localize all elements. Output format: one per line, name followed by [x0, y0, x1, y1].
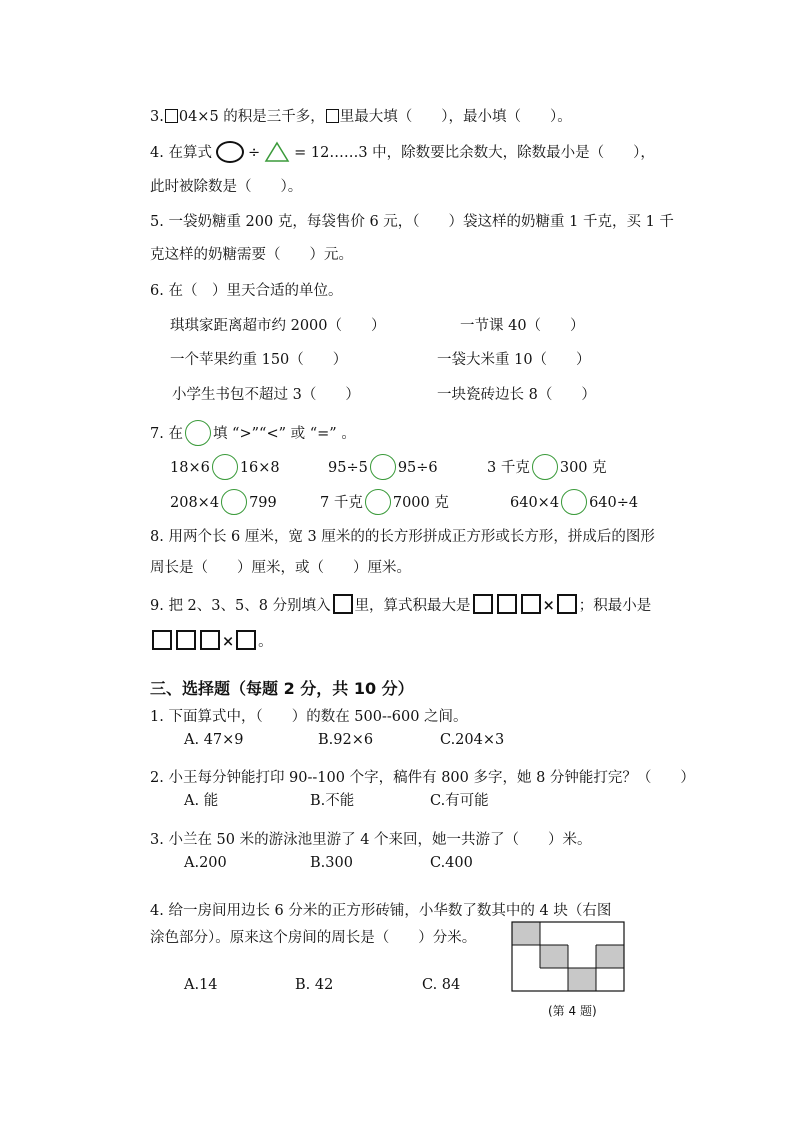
times-sign: × [542, 597, 555, 614]
mc-option [184, 853, 227, 873]
mc-option [295, 975, 333, 995]
mc-option-text: B.92×6 [318, 732, 374, 748]
mc-question-text: 1. 下面算式中，（ ）的数在 500--600 之间。 [150, 709, 468, 725]
blank-box [557, 594, 577, 614]
question-4-line-2 [150, 177, 302, 197]
q5-text-2: 克这样的奶糖需要（ ）元。 [150, 247, 353, 263]
question-8-line-2 [150, 558, 411, 578]
question-9 [150, 594, 651, 616]
mc-option [430, 853, 473, 873]
mc-option-text: A.14 [184, 977, 218, 993]
q6-item [437, 350, 591, 370]
question-8 [150, 527, 655, 547]
circle-icon [221, 489, 247, 515]
q7-item [328, 454, 438, 480]
mc-option-text: B.300 [310, 855, 353, 871]
q8-text-2: 周长是（ ）厘米，或（ ）厘米。 [150, 560, 411, 576]
q4-text-2: = 12……3 中，除数要比余数大，除数最小是（ ）， [294, 145, 655, 161]
q7-item [510, 489, 638, 515]
q7-text-2: 填 “>”“<” 或 “=” 。 [212, 426, 356, 442]
mc-option [318, 730, 373, 750]
question-3 [150, 107, 572, 127]
question-7 [150, 420, 356, 446]
q3-number: 3. [150, 109, 164, 125]
question-9-line-2 [150, 630, 273, 652]
blank-box [521, 594, 541, 614]
q6-item [170, 350, 347, 370]
ellipse-icon [216, 141, 244, 163]
mc-option [184, 975, 218, 995]
q6-item [460, 316, 585, 336]
q6-item-text: 小学生书包不超过 3（ ） [172, 387, 360, 403]
mc-option [310, 853, 353, 873]
question-5 [150, 212, 674, 232]
q7-right: 95÷6 [397, 460, 438, 476]
mc-option-text: C.有可能 [430, 793, 489, 809]
mc-option-text: C.204×3 [440, 732, 505, 748]
question-4 [150, 141, 655, 163]
q7-item [320, 489, 449, 515]
shaded-tile [512, 922, 540, 945]
q6-item-text: 一块瓷砖边长 8（ ） [437, 387, 596, 403]
shaded-tile [540, 945, 568, 968]
circle-icon [532, 454, 558, 480]
mc-question-text: 2. 小王每分钟能打印 90--100 个字，稿件有 800 多字，她 8 分钟能打完？（ ） [150, 770, 695, 786]
mc-question [150, 901, 611, 921]
mc-option-text: A.200 [184, 855, 227, 871]
mc-question-text: 3. 小兰在 50 米的游泳池里游了 4 个来回，她一共游了（ ）米。 [150, 832, 592, 848]
q3-text-1: 04×5 的积是三千多， [178, 109, 325, 125]
blank-box [176, 630, 196, 650]
q7-left: 3 千克 [487, 460, 530, 476]
q7-item [170, 454, 280, 480]
q6-item [170, 316, 386, 336]
q9-text-1: 9. 把 2、3、5、8 分别填入 [150, 598, 331, 614]
mc-question [150, 707, 468, 727]
q7-left: 208×4 [170, 495, 220, 511]
blank-box [236, 630, 256, 650]
q7-text-1: 7. 在 [150, 426, 183, 442]
q9-end: 。 [258, 634, 273, 650]
figure-caption: (第 4 题) [548, 1004, 597, 1018]
blank-box [333, 594, 353, 614]
mc-question [150, 768, 695, 788]
mc-option-text: B. 42 [295, 977, 334, 993]
mc-option [310, 791, 354, 811]
mc-question [150, 830, 592, 850]
blank-box [473, 594, 493, 614]
tile-figure [511, 921, 626, 993]
blank-box [200, 630, 220, 650]
circle-icon [561, 489, 587, 515]
mc-option [422, 975, 460, 995]
q9-text-3: ；积最小是 [578, 598, 652, 614]
circle-icon [185, 420, 211, 446]
q3-text-2: 里最大填（ ），最小填（ ）。 [339, 109, 572, 125]
mc-question-line-2 [150, 928, 476, 948]
q7-left: 640×4 [510, 495, 560, 511]
mc-option [430, 791, 489, 811]
mc-option-text: B.不能 [310, 793, 355, 809]
mc-option-text: C. 84 [422, 977, 461, 993]
question-5-line-2 [150, 245, 353, 265]
q7-right: 799 [249, 495, 277, 511]
q7-left: 18×6 [170, 460, 210, 476]
blank-box [165, 109, 178, 123]
times-sign: × [222, 633, 235, 650]
question-6 [150, 281, 342, 301]
q6-item-text: 琪琪家距离超市约 2000（ ） [170, 318, 386, 334]
q6-item-text: 一个苹果约重 150（ ） [170, 352, 348, 368]
mc-question-text: 涂色部分）。原来这个房间的周长是（ ）分米。 [150, 930, 477, 946]
q8-text-1: 8. 用两个长 6 厘米，宽 3 厘米的的长方形拼成正方形或长方形，拼成后的图形 [150, 529, 655, 545]
mc-option-text: C.400 [430, 855, 473, 871]
q7-right: 640÷4 [589, 495, 639, 511]
q7-left: 7 千克 [320, 495, 363, 511]
q5-text-1: 5. 一袋奶糖重 200 克，每袋售价 6 元，（ ）袋这样的奶糖重 1 千克，买 1 千 [150, 214, 674, 230]
q7-item [487, 454, 607, 480]
mc-option [184, 730, 244, 750]
q4-divide: ÷ [247, 145, 261, 161]
q6-item [172, 385, 360, 405]
q7-right: 7000 克 [392, 495, 449, 511]
q7-right: 16×8 [239, 460, 280, 476]
q6-item [437, 385, 596, 405]
circle-icon [212, 454, 238, 480]
q4-text-1: 4. 在算式 [150, 145, 212, 161]
mc-option-text: A. 47×9 [184, 732, 244, 748]
q4-text-3: 此时被除数是（ ）。 [150, 179, 303, 195]
section-heading: 三、选择题（每题 2 分，共 10 分） [150, 679, 414, 698]
circle-icon [365, 489, 391, 515]
shaded-tile [596, 945, 624, 968]
q7-left: 95÷5 [328, 460, 368, 476]
circle-icon [370, 454, 396, 480]
mc-option-text: A. 能 [184, 793, 219, 809]
q6-title: 6. 在（ ）里天合适的单位。 [150, 283, 343, 299]
mc-option [184, 791, 218, 811]
blank-box [152, 630, 172, 650]
shaded-tile [568, 968, 596, 991]
mc-option [440, 730, 504, 750]
blank-box [326, 109, 339, 123]
triangle-icon [264, 141, 290, 163]
blank-box [497, 594, 517, 614]
q9-text-2: 里，算式积最大是 [354, 598, 471, 614]
q6-item-text: 一节课 40（ ） [460, 318, 585, 334]
q6-item-text: 一袋大米重 10（ ） [437, 352, 591, 368]
q7-item [170, 489, 277, 515]
q7-right: 300 克 [559, 460, 607, 476]
mc-question-text: 4. 给一房间用边长 6 分米的正方形砖铺，小华数了数其中的 4 块（右图 [150, 903, 612, 919]
